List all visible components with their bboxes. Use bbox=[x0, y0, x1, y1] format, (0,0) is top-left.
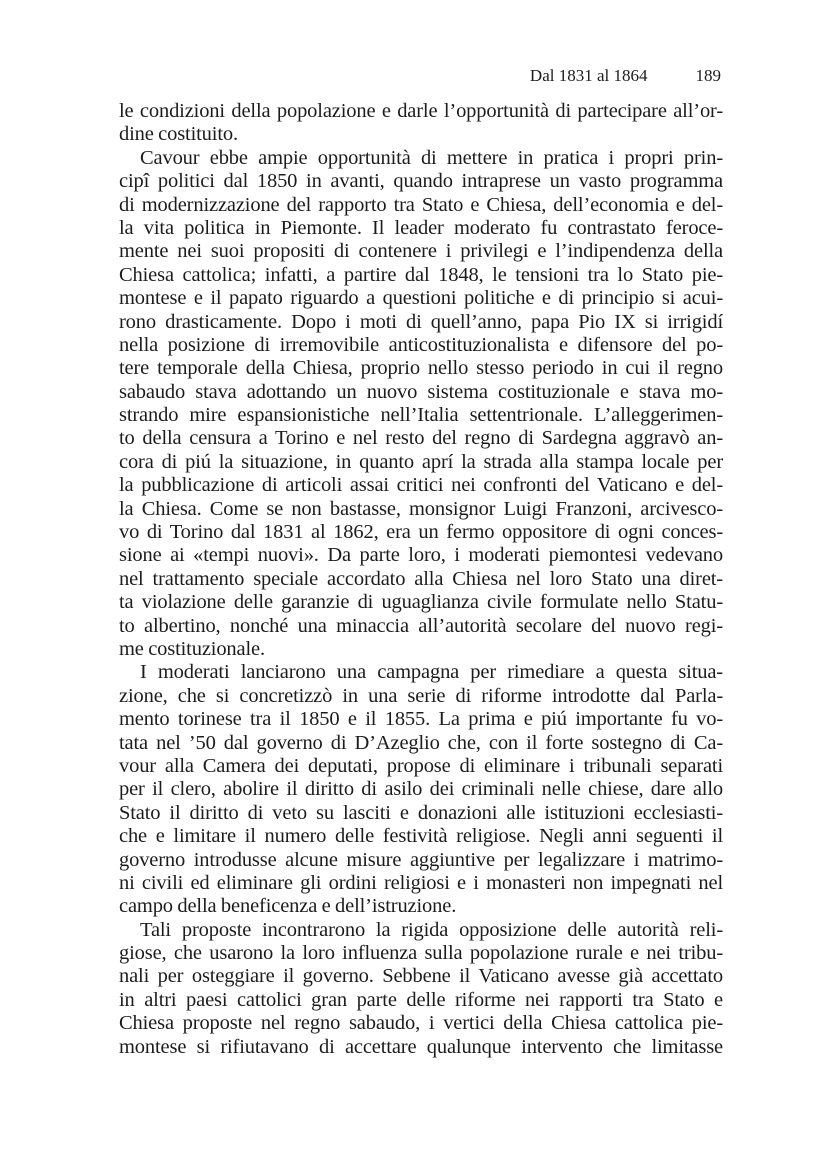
text-line: to della censura a Torino e nel resto del regno di Sardegna aggravò an- bbox=[119, 427, 723, 450]
paragraph bbox=[119, 661, 723, 918]
text-line: le condizioni della popolazione e darle l’opportunità di partecipare all’or- bbox=[119, 100, 723, 122]
text-line: sabaudo stava adottando un nuovo sistema costituzionale e stava mo- bbox=[119, 380, 723, 403]
text-line: cipî politici dal 1850 in avanti, quando intraprese un vasto programma bbox=[119, 170, 723, 193]
text-line: nali per osteggiare il governo. Sebbene il Vaticano avesse già accettato bbox=[119, 965, 723, 988]
text-line: Cavour ebbe ampie opportunità di mettere in pratica i propri prin- bbox=[140, 146, 723, 169]
text-line: dine costituito. bbox=[119, 123, 238, 146]
text-line: di modernizzazione del rapporto tra Stato e Chiesa, dell’economia e del- bbox=[119, 193, 723, 216]
text-line: montese si rifiutavano di accettare qualunque intervento che limitasse bbox=[119, 1035, 723, 1058]
paragraph bbox=[119, 147, 723, 662]
text-line: mente nei suoi propositi di contenere i privilegi e l’indipendenza della bbox=[119, 240, 723, 263]
text-line: sione ai «tempi nuovi». Da parte loro, i moderati piemontesi vedevano bbox=[119, 544, 723, 567]
text-line: nella posizione di irremovibile anticostituzionalista e difensore del po- bbox=[119, 333, 723, 356]
paragraph bbox=[119, 100, 723, 147]
running-header bbox=[119, 62, 723, 90]
text-line: tere temporale della Chiesa, proprio nello stesso periodo in cui il regno bbox=[119, 357, 723, 380]
text-line: campo della beneficenza e dell’istruzione. bbox=[119, 895, 457, 918]
text-line: strando mire espansionistiche nell’Italia settentrionale. L’alleggerimen- bbox=[119, 404, 723, 427]
text-line: Chiesa proposte nel regno sabaudo, i vertici della Chiesa cattolica pie- bbox=[119, 1012, 723, 1035]
paragraph bbox=[119, 919, 723, 1059]
text-line: to albertino, nonché una minaccia all’autorità secolare del nuovo regi- bbox=[119, 614, 723, 637]
text-line: vour alla Camera dei deputati, propose di eliminare i tribunali separati bbox=[119, 754, 723, 777]
text-line: mento torinese tra il 1850 e il 1855. La prima e piú importante fu vo- bbox=[119, 708, 723, 731]
text-line: governo introdusse alcune misure aggiuntive per legalizzare i matrimo- bbox=[119, 848, 723, 871]
text-line: Stato il diritto di veto su lasciti e donazioni alle istituzioni ecclesiasti- bbox=[119, 801, 723, 824]
text-line: in altri paesi cattolici gran parte delle riforme nei rapporti tra Stato e bbox=[119, 988, 723, 1011]
text-line: zione, che si concretizzò in una serie di riforme introdotte dal Parla- bbox=[119, 684, 723, 707]
text-line: la vita politica in Piemonte. Il leader moderato fu contrastato feroce- bbox=[119, 216, 723, 239]
text-line: vo di Torino dal 1831 al 1862, era un fermo oppositore di ogni conces- bbox=[119, 521, 723, 544]
text-line: ta violazione delle garanzie di uguaglianza civile formulate nello Statu- bbox=[119, 591, 723, 614]
page-number: 189 bbox=[695, 66, 721, 85]
text-line: nel trattamento speciale accordato alla Chiesa nel loro Stato una diret- bbox=[119, 567, 723, 590]
text-line: giose, che usarono la loro influenza sulla popolazione rurale e nei tribu- bbox=[119, 942, 723, 965]
text-line: la Chiesa. Come se non bastasse, monsignor Luigi Franzoni, arcivesco- bbox=[119, 497, 723, 520]
text-line: me costituzionale. bbox=[119, 637, 265, 660]
text-line: montese e il papato riguardo a questioni politiche e di principio si acui- bbox=[119, 287, 723, 310]
body-text bbox=[119, 100, 723, 1059]
text-line: la pubblicazione di articoli assai critici nei confronti del Vaticano e del- bbox=[119, 474, 723, 497]
text-line: Tali proposte incontrarono la rigida opposizione delle autorità reli- bbox=[140, 918, 723, 941]
running-title: Dal 1831 al 1864 bbox=[529, 66, 648, 85]
text-line: per il clero, abolire il diritto di asilo dei criminali nelle chiese, dare allo bbox=[119, 778, 723, 801]
text-line: tata nel ’50 dal governo di D’Azeglio che, con il forte sostegno di Ca- bbox=[119, 731, 723, 754]
text-line: Chiesa cattolica; infatti, a partire dal 1848, le tensioni tra lo Stato pie- bbox=[119, 263, 723, 286]
text-line: che e limitare il numero delle festività religiose. Negli anni seguenti il bbox=[119, 825, 723, 848]
text-line: ni civili ed eliminare gli ordini religiosi e i monasteri non impegnati nel bbox=[119, 871, 723, 894]
book-page bbox=[119, 62, 723, 1059]
text-line: cora di piú la situazione, in quanto aprí la strada alla stampa locale per bbox=[119, 450, 723, 473]
text-line: I moderati lanciarono una campagna per rimediare a questa situa- bbox=[140, 661, 723, 684]
text-line: rono drasticamente. Dopo i moti di quell’anno, papa Pio IX si irrigidí bbox=[119, 310, 723, 333]
